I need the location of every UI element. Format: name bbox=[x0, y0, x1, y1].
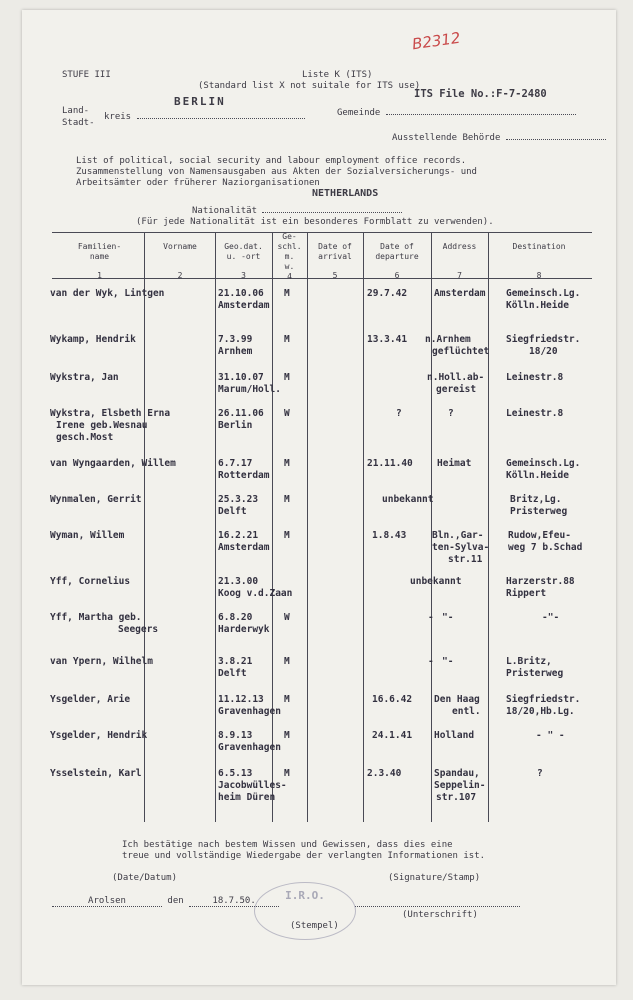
row-8-name: Yff, Cornelius bbox=[50, 576, 131, 587]
row-5-destination-2: Kölln.Heide bbox=[506, 470, 569, 481]
row-2-destination-2: 18/20 bbox=[529, 346, 558, 357]
column-divider-3 bbox=[272, 232, 273, 822]
column-number: 1 bbox=[97, 271, 102, 280]
row-10-destination-2: Pristerweg bbox=[506, 668, 564, 679]
nationality-label: Nationalität bbox=[192, 206, 258, 216]
row-4-destination: Leinestr.8 bbox=[506, 408, 564, 419]
row-5-departure: 21.11.40 bbox=[367, 458, 413, 469]
row-12-birthplace: Gravenhagen bbox=[218, 742, 281, 753]
row-5-address: Heimat bbox=[437, 458, 472, 469]
column-number: 3 bbox=[241, 271, 246, 280]
gemeinde-dotted-line bbox=[386, 114, 576, 115]
standard-note: (Standard list X not suitale for ITS use) bbox=[198, 81, 421, 91]
header-label: departure bbox=[375, 252, 419, 261]
row-13-address: Spandau, bbox=[434, 768, 480, 779]
nationality-dotted-line bbox=[262, 212, 402, 213]
header-label: name bbox=[89, 252, 110, 261]
signature-dotted-line bbox=[355, 900, 520, 910]
city-name: BERLIN bbox=[174, 95, 226, 108]
row-2-birthdate: 7.3.99 bbox=[218, 334, 253, 345]
stadt-label: Stadt- bbox=[62, 118, 95, 128]
place-field bbox=[52, 896, 162, 907]
row-6-sex: M bbox=[284, 494, 290, 505]
row-1-destination-2: Kölln.Heide bbox=[506, 300, 569, 311]
row-4-name: Wykstra, Elsbeth Erna bbox=[50, 408, 171, 419]
row-1-birthplace: Amsterdam bbox=[218, 300, 270, 311]
column-divider-6 bbox=[431, 232, 432, 822]
row-9-name-2: Seegers bbox=[118, 624, 159, 635]
row-8-birthdate: 21.3.00 bbox=[218, 576, 259, 587]
header-label: Address bbox=[442, 242, 477, 251]
row-13-birthdate: 6.5.13 bbox=[218, 768, 253, 779]
row-12-name: Ysgelder, Hendrik bbox=[50, 730, 148, 741]
row-11-birthplace: Gravenhagen bbox=[218, 706, 281, 717]
row-4-address: ? bbox=[448, 408, 454, 419]
header-label: arrival bbox=[318, 252, 352, 261]
row-9-name: Yff, Martha geb. bbox=[50, 612, 142, 623]
header-address bbox=[432, 242, 487, 281]
row-6-birthplace: Delft bbox=[218, 506, 247, 517]
row-8-departure: unbekannt bbox=[410, 576, 462, 587]
header-departure bbox=[364, 242, 430, 281]
row-10-sex: M bbox=[284, 656, 290, 667]
header-label: schl. bbox=[277, 242, 302, 251]
column-divider-4 bbox=[307, 232, 308, 822]
header-destination bbox=[489, 242, 589, 281]
row-12-sex: M bbox=[284, 730, 290, 741]
row-10-destination: L.Britz, bbox=[506, 656, 552, 667]
row-1-address: Amsterdam bbox=[434, 288, 486, 299]
row-9-departure: - bbox=[428, 612, 434, 623]
header-arrival bbox=[308, 242, 362, 281]
header-label: Date of bbox=[318, 242, 352, 251]
place-date-line bbox=[52, 896, 279, 907]
kreis-dotted-line bbox=[137, 118, 305, 119]
row-3-address-2: gereist bbox=[436, 384, 477, 395]
description-line-3: Arbeitsämter oder früherer Naziorganisationen bbox=[76, 178, 320, 188]
row-2-birthplace: Arnhem bbox=[218, 346, 253, 357]
header-label: Date of bbox=[380, 242, 414, 251]
row-9-address: "- bbox=[442, 612, 454, 623]
document-page bbox=[22, 10, 616, 985]
row-7-birthplace: Amsterdam bbox=[218, 542, 270, 553]
row-9-sex: W bbox=[284, 612, 290, 623]
file-number: ITS File No.:F-7-2480 bbox=[414, 88, 547, 100]
column-number: 2 bbox=[177, 271, 183, 280]
row-13-address-3: str.107 bbox=[436, 792, 477, 803]
row-11-sex: M bbox=[284, 694, 290, 705]
row-3-destination: Leinestr.8 bbox=[506, 372, 564, 383]
row-4-name-2: Irene geb.Wesnau bbox=[56, 420, 148, 431]
row-8-destination-2: Rippert bbox=[506, 588, 547, 599]
row-9-birthplace: Harderwyk bbox=[218, 624, 270, 635]
row-2-address-2: geflüchtet bbox=[432, 346, 490, 357]
column-number: 7 bbox=[457, 271, 462, 280]
row-13-birthplace-2: heim Düren bbox=[218, 792, 276, 803]
header-label: w. bbox=[284, 262, 295, 271]
column-number: 5 bbox=[332, 271, 338, 280]
row-6-birthdate: 25.3.23 bbox=[218, 494, 259, 505]
row-13-departure: 2.3.40 bbox=[367, 768, 402, 779]
date-value: 18.7.50. bbox=[212, 896, 256, 906]
column-number: 8 bbox=[536, 271, 542, 280]
row-10-address: "- bbox=[442, 656, 454, 667]
row-3-birthplace: Marum/Holl. bbox=[218, 384, 281, 395]
row-1-name: van der Wyk, Lintgen bbox=[50, 288, 165, 299]
nationality-field bbox=[192, 206, 402, 216]
row-11-address: Den Haag bbox=[434, 694, 480, 705]
iro-stamp bbox=[254, 882, 356, 940]
row-5-sex: M bbox=[284, 458, 290, 469]
row-5-destination: Gemeinsch.Lg. bbox=[506, 458, 581, 469]
stamp-text: I.R.O. bbox=[285, 889, 325, 902]
row-9-birthdate: 6.8.20 bbox=[218, 612, 253, 623]
row-1-departure: 29.7.42 bbox=[367, 288, 408, 299]
land-label: Land- bbox=[62, 106, 90, 116]
row-4-birthplace: Berlin bbox=[218, 420, 253, 431]
nationality-value: NETHERLANDS bbox=[312, 188, 379, 199]
kreis-label: kreis bbox=[104, 112, 132, 122]
row-7-destination-2: weg 7 b.Schad bbox=[508, 542, 583, 553]
row-6-name: Wynmalen, Gerrit bbox=[50, 494, 142, 505]
row-1-birthdate: 21.10.06 bbox=[218, 288, 264, 299]
row-5-birthplace: Rotterdam bbox=[218, 470, 270, 481]
row-10-name: van Ypern, Wilhelm bbox=[50, 656, 153, 667]
row-1-sex: M bbox=[284, 288, 290, 299]
row-2-departure: 13.3.41 bbox=[367, 334, 408, 345]
row-6-destination: Britz,Lg. bbox=[510, 494, 562, 505]
row-5-name: van Wyngaarden, Willem bbox=[50, 458, 176, 469]
stempel-label: (Stempel) bbox=[290, 921, 339, 931]
row-13-birthplace: Jacobwülles- bbox=[218, 780, 287, 791]
handwritten-reference: B2312 bbox=[410, 28, 462, 54]
column-divider-7 bbox=[488, 232, 489, 822]
row-7-address: Bln.,Gar- bbox=[432, 530, 484, 541]
row-3-sex: M bbox=[284, 372, 290, 383]
header-vorname bbox=[146, 242, 214, 281]
stufe-label: STUFE III bbox=[62, 70, 111, 80]
header-label: Familien- bbox=[77, 242, 122, 251]
row-13-destination: ? bbox=[537, 768, 543, 779]
row-2-name: Wykamp, Hendrik bbox=[50, 334, 136, 345]
behoerde-dotted-line bbox=[506, 139, 606, 140]
row-12-destination: - " - bbox=[536, 730, 565, 741]
nationality-note: (Für jede Nationalität ist ein besonderes Formblatt zu verwenden). bbox=[136, 217, 494, 227]
row-7-birthdate: 16.2.21 bbox=[218, 530, 259, 541]
den-label: den bbox=[167, 896, 184, 906]
date-label: (Date/Datum) bbox=[112, 873, 178, 883]
row-11-birthdate: 11.12.13 bbox=[218, 694, 264, 705]
row-12-birthdate: 8.9.13 bbox=[218, 730, 253, 741]
column-number: 6 bbox=[394, 271, 400, 280]
row-2-address: n.Arnhem bbox=[425, 334, 471, 345]
kreis-field bbox=[104, 112, 305, 122]
table-top-rule bbox=[52, 232, 592, 233]
header-label: u. -ort bbox=[226, 252, 261, 261]
header-familienname bbox=[57, 242, 142, 281]
confirmation-line-1: Ich bestätige nach bestem Wissen und Gewissen, dass dies eine bbox=[122, 840, 453, 850]
row-7-name: Wyman, Willem bbox=[50, 530, 125, 541]
header-label: Vorname bbox=[163, 242, 197, 251]
description-line-2: Zusammenstellung von Namensausgaben aus Akten der Sozialversicherungs- und bbox=[76, 167, 477, 177]
row-13-address-2: Seppelin- bbox=[434, 780, 486, 791]
column-number: 4 bbox=[287, 272, 292, 281]
row-7-sex: M bbox=[284, 530, 290, 541]
header-geschlecht bbox=[273, 232, 306, 282]
liste-label: Liste K (ITS) bbox=[302, 70, 373, 80]
row-5-birthdate: 6.7.17 bbox=[218, 458, 253, 469]
row-11-address-2: entl. bbox=[452, 706, 481, 717]
signature-line bbox=[355, 906, 520, 907]
row-12-address: Holland bbox=[434, 730, 475, 741]
row-9-destination: -"- bbox=[542, 612, 560, 623]
row-11-destination-2: 18/20,Hb.Lg. bbox=[506, 706, 575, 717]
row-1-destination: Gemeinsch.Lg. bbox=[506, 288, 581, 299]
behoerde-field bbox=[392, 133, 606, 143]
confirmation-line-2: treue und vollständige Wiedergabe der verlangten Informationen ist. bbox=[122, 851, 486, 861]
behoerde-label: Ausstellende Behörde bbox=[392, 133, 501, 143]
row-6-departure: unbekannt bbox=[382, 494, 434, 505]
row-3-birthdate: 31.10.07 bbox=[218, 372, 264, 383]
row-4-name-3: gesch.Most bbox=[56, 432, 114, 443]
header-label: Destination bbox=[512, 242, 566, 251]
place-value: Arolsen bbox=[88, 896, 126, 906]
header-geburtsdatum bbox=[216, 242, 271, 281]
signature-label: (Signature/Stamp) bbox=[388, 873, 481, 883]
row-12-departure: 24.1.41 bbox=[372, 730, 413, 741]
row-6-destination-2: Pristerweg bbox=[510, 506, 568, 517]
row-2-sex: M bbox=[284, 334, 290, 345]
row-7-departure: 1.8.43 bbox=[372, 530, 407, 541]
row-7-address-3: str.11 bbox=[448, 554, 483, 565]
gemeinde-field bbox=[337, 108, 576, 118]
row-7-destination: Rudow,Efeu- bbox=[508, 530, 571, 541]
row-11-departure: 16.6.42 bbox=[372, 694, 413, 705]
row-10-departure: - bbox=[428, 656, 434, 667]
row-11-destination: Siegfriedstr. bbox=[506, 694, 581, 705]
row-4-departure: ? bbox=[396, 408, 402, 419]
row-8-destination: Harzerstr.88 bbox=[506, 576, 575, 587]
header-label: Geo.dat. bbox=[224, 242, 263, 251]
row-2-destination: Siegfriedstr. bbox=[506, 334, 581, 345]
row-4-birthdate: 26.11.06 bbox=[218, 408, 264, 419]
gemeinde-label: Gemeinde bbox=[337, 108, 381, 118]
row-13-sex: M bbox=[284, 768, 290, 779]
row-13-name: Ysselstein, Karl bbox=[50, 768, 142, 779]
row-3-address: n.Holl.ab- bbox=[427, 372, 485, 383]
row-7-address-2: ten-Sylva- bbox=[432, 542, 490, 553]
row-3-name: Wykstra, Jan bbox=[50, 372, 119, 383]
row-8-birthplace: Koog v.d.Zaan bbox=[218, 588, 293, 599]
row-10-birthplace: Delft bbox=[218, 668, 247, 679]
column-divider-5 bbox=[363, 232, 364, 822]
row-10-birthdate: 3.8.21 bbox=[218, 656, 253, 667]
description-line-1: List of political, social security and labour employment office records. bbox=[76, 156, 467, 166]
header-label: m. bbox=[284, 252, 295, 261]
unterschrift-label: (Unterschrift) bbox=[402, 910, 478, 920]
column-divider-2 bbox=[215, 232, 216, 822]
row-11-name: Ysgelder, Arie bbox=[50, 694, 131, 705]
header-label: Ge- bbox=[282, 232, 297, 241]
row-4-sex: W bbox=[284, 408, 290, 419]
